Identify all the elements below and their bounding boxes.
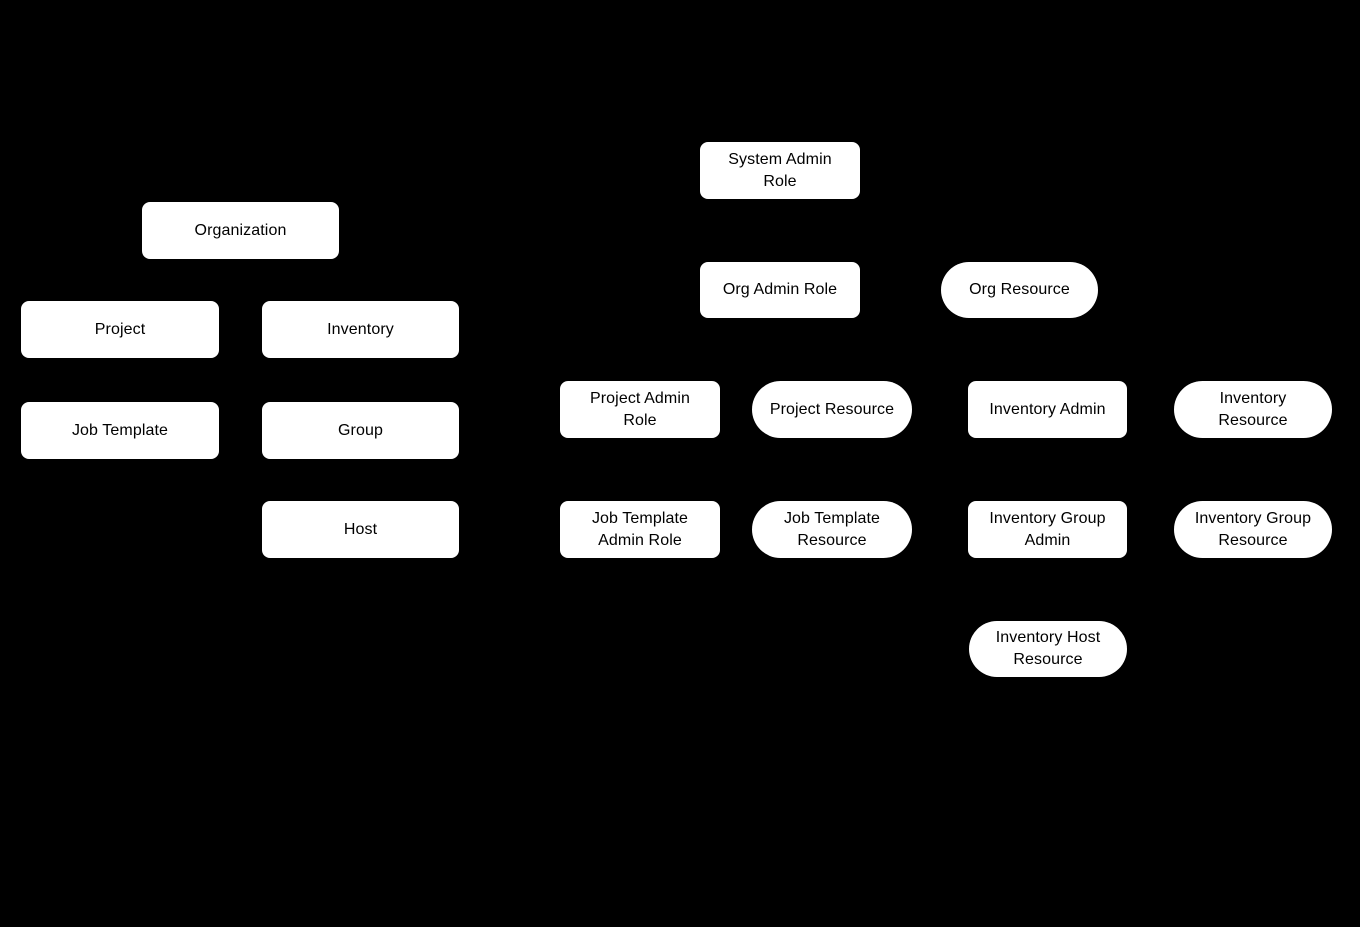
- diagram-node-group: Group: [262, 402, 459, 459]
- diagram-node-system-admin-role: System Admin Role: [700, 142, 860, 199]
- diagram-node-job-template: Job Template: [21, 402, 219, 459]
- diagram-node-job-template-admin-role: Job Template Admin Role: [560, 501, 720, 558]
- diagram-node-project-admin-role: Project Admin Role: [560, 381, 720, 438]
- diagram-node-job-template-resource: Job Template Resource: [752, 501, 912, 558]
- diagram-node-inventory-group-admin: Inventory Group Admin: [968, 501, 1127, 558]
- diagram-node-org-resource: Org Resource: [941, 262, 1098, 318]
- diagram-node-inventory-host-resource: Inventory Host Resource: [969, 621, 1127, 677]
- diagram-node-project-resource: Project Resource: [752, 381, 912, 438]
- diagram-node-inventory: Inventory: [262, 301, 459, 358]
- diagram-node-inventory-group-resource: Inventory Group Resource: [1174, 501, 1332, 558]
- diagram-node-org-admin-role: Org Admin Role: [700, 262, 860, 318]
- diagram-node-inventory-resource: Inventory Resource: [1174, 381, 1332, 438]
- diagram-node-project: Project: [21, 301, 219, 358]
- diagram-node-organization: Organization: [142, 202, 339, 259]
- diagram-node-host: Host: [262, 501, 459, 558]
- diagram-node-inventory-admin: Inventory Admin: [968, 381, 1127, 438]
